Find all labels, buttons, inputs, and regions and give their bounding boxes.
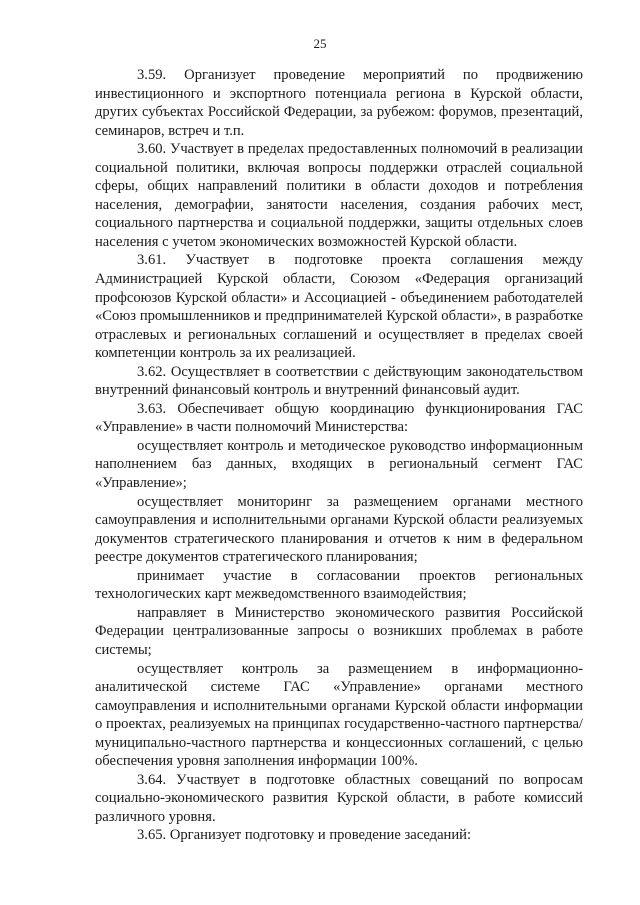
list-item-monitoring: осуществляет мониторинг за размещением органами местного самоуправления и исполнительными органами Курской области реализуемых документов стратегического планирования и отчетов к ним в федеральном реестре документов стратегического планирования; — [95, 493, 583, 566]
list-item-ppp-control: осуществляет контроль за размещением в информационно-аналитической системе ГАС «Управление» органами местного самоуправления и исполнительными органами Курской области информации о проектах, реализуемых на принципах государственно-частного партнерства/муниципально-частного партнерства и концессионных соглашений, с целью обеспечения уровня заполнения информации 100%. — [95, 660, 583, 770]
paragraph-3-64: 3.64. Участвует в подготовке областных совещаний по вопросам социально-экономического развития Курской области, в работе комиссий различного уровня. — [95, 771, 583, 825]
paragraph-3-62: 3.62. Осуществляет в соответствии с действующим законодательством внутренний финансовый контроль и внутренний финансовый аудит. — [95, 363, 583, 399]
paragraph-3-63: 3.63. Обеспечивает общую координацию функционирования ГАС «Управление» в части полномочий Министерства: — [95, 400, 583, 436]
paragraph-3-59: 3.59. Организует проведение мероприятий по продвижению инвестиционного и экспортного потенциала региона в Курской области, других субъектах Российской Федерации, за рубежом: форумов, презентаций, семинаров, встреч и т.п. — [95, 67, 583, 139]
page-number: 25 — [313, 36, 327, 51]
document-body — [95, 66, 583, 845]
list-item-participation: принимает участие в согласовании проектов региональных технологических карт межведомственного взаимодействия; — [95, 567, 583, 603]
list-item-control: осуществляет контроль и методическое руководство информационным наполнением баз данных, входящих в региональный сегмент ГАС «Управление»; — [95, 437, 583, 492]
paragraph-3-61: 3.61. Участвует в подготовке проекта соглашения между Администрацией Курской области, Союзом «Федерация организаций профсоюзов Курской области» и Ассоциацией - объединением работодателей «Союз промышленников и предпринимателей Курской области», в разработке отраслевых и региональных соглашений и осуществляет в пределах своей компетенции контроль за их реализацией. — [95, 252, 583, 362]
paragraph-3-60: 3.60. Участвует в пределах предоставленных полномочий в реализации социальной политики, включая вопросы поддержки отраслей социальной сферы, общих направлений политики в области доходов и потребления населения, демографии, занятости населения, создания рабочих мест, социального партнерства и социальной поддержки, защиты отдельных слоев населения с учетом экономических возможностей Курской области. — [95, 141, 583, 250]
list-item-requests: направляет в Министерство экономического развития Российской Федерации централизованные запросы о возникших проблемах в работе системы; — [95, 604, 583, 658]
paragraph-3-65: 3.65. Организует подготовку и проведение заседаний: — [137, 827, 472, 844]
